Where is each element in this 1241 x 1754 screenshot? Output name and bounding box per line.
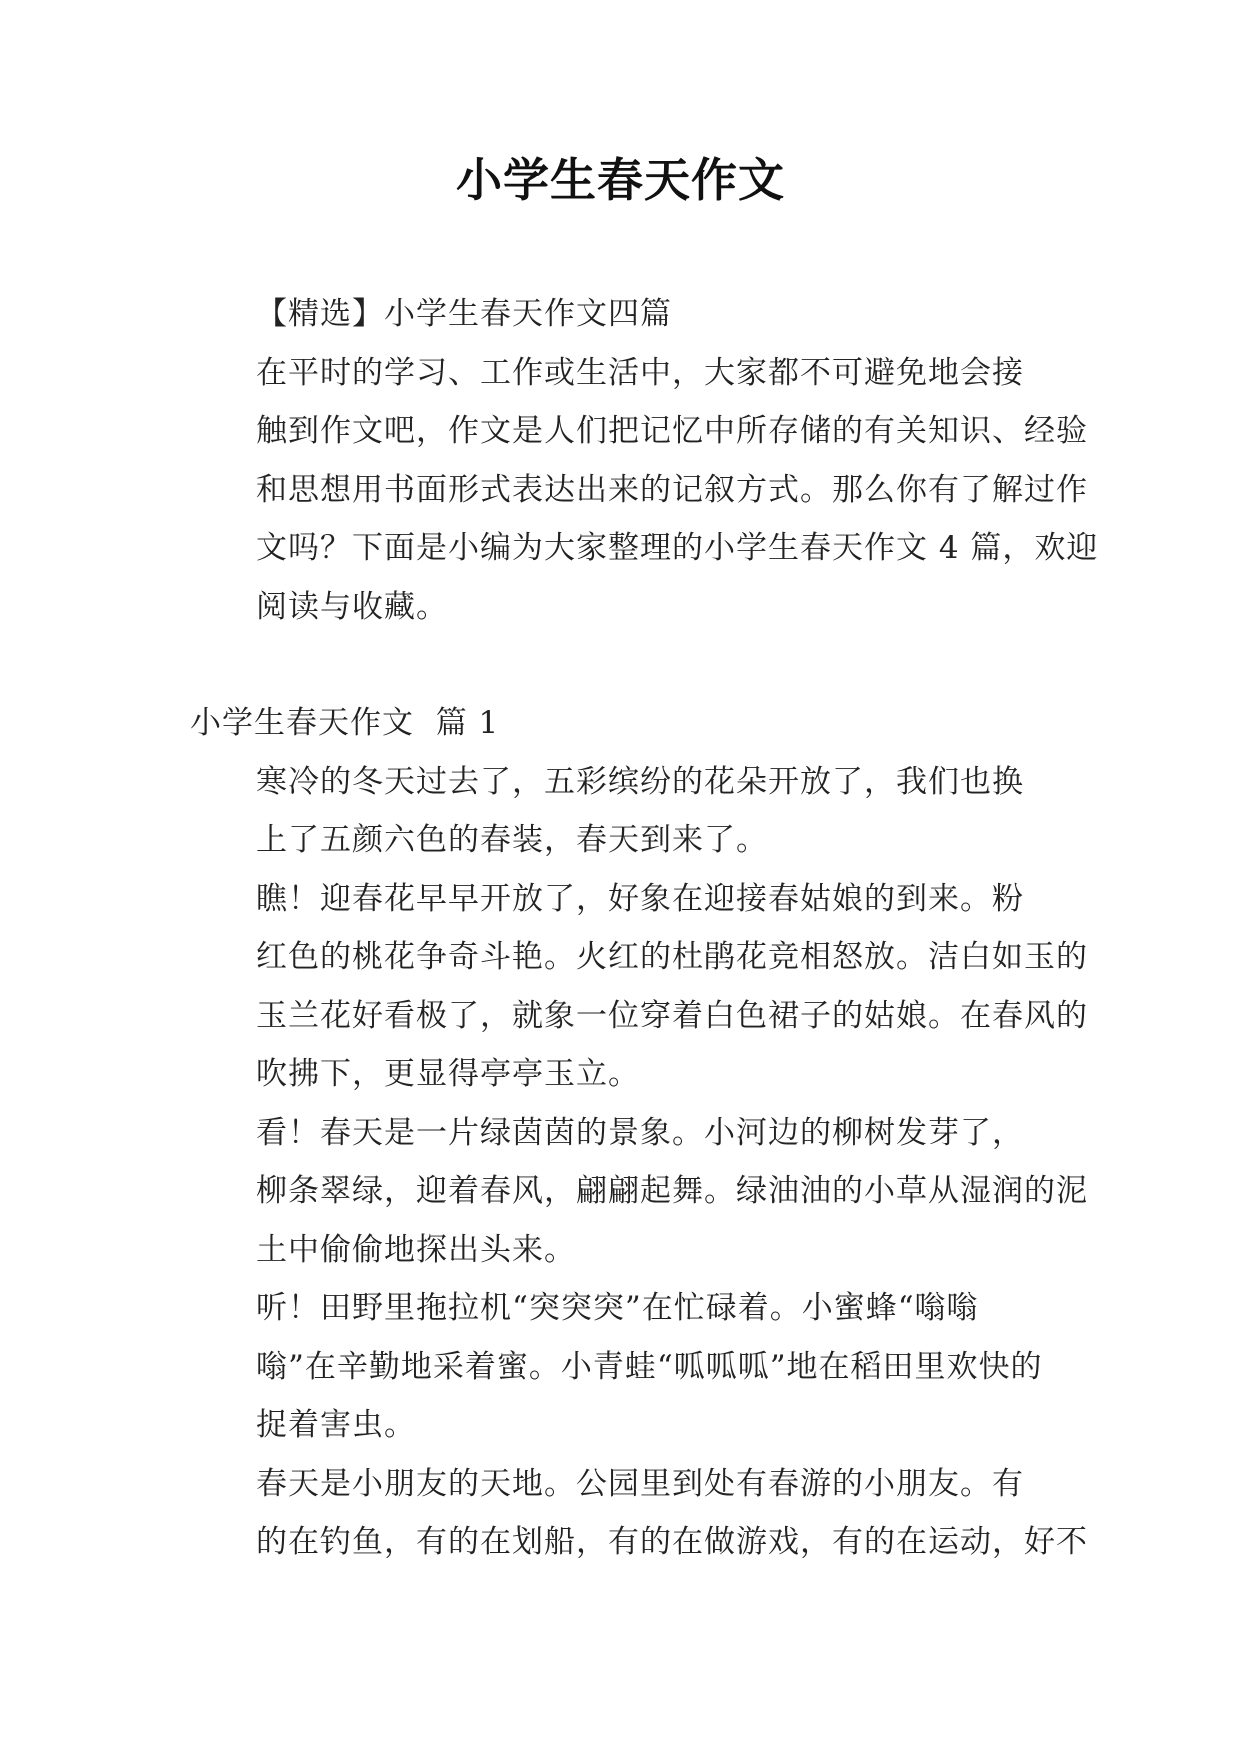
intro-line: 在平时的学习、工作或生活中，大家都不可避免地会接 bbox=[256, 354, 1024, 391]
essay-line: 看！春天是一片绿茵茵的景象。小河边的柳树发芽了， bbox=[256, 1114, 1024, 1151]
essay-line: 红色的桃花争奇斗艳。火红的杜鹃花竞相怒放。洁白如玉的 bbox=[256, 939, 1088, 975]
intro-line: 和思想用书面形式表达出来的记叙方式。那么你有了解过作 bbox=[256, 471, 1088, 508]
document-body bbox=[190, 285, 1099, 1572]
intro-line: 触到作文吧，作文是人们把记忆中所存储的有关知识、经验 bbox=[256, 413, 1088, 449]
essay-line: 听！田野里拖拉机“突突突”在忙碌着。小蜜蜂“嗡嗡 bbox=[256, 1290, 979, 1326]
essay-paragraph bbox=[190, 1455, 1088, 1572]
essay-line: 春天是小朋友的天地。公园里到处有春游的小朋友。有 bbox=[256, 1465, 1024, 1502]
essay-paragraph bbox=[190, 1279, 1056, 1455]
subtitle-paragraph bbox=[190, 285, 1056, 344]
essay-line: 吹拂下，更显得亭亭玉立。 bbox=[256, 1056, 640, 1092]
essay-paragraph bbox=[190, 1104, 1088, 1280]
essay-paragraph bbox=[190, 870, 1088, 1104]
intro-paragraph bbox=[190, 344, 1099, 637]
essay-line: 土中偷偷地探出头来。 bbox=[256, 1231, 576, 1268]
essay-line: 寒冷的冬天过去了，五彩缤纷的花朵开放了，我们也换 bbox=[256, 763, 1024, 800]
essay-paragraph bbox=[190, 753, 1056, 870]
subtitle-line: 【精选】小学生春天作文四篇 bbox=[256, 296, 672, 332]
essay-line: 的在钓鱼，有的在划船，有的在做游戏，有的在运动，好不 bbox=[256, 1524, 1088, 1560]
intro-line: 文吗？下面是小编为大家整理的小学生春天作文 4 篇，欢迎 bbox=[256, 530, 1099, 566]
essay-line: 捉着害虫。 bbox=[256, 1407, 416, 1443]
section-heading-text: 小学生春天作文 篇 1 bbox=[190, 705, 500, 741]
essay-line: 嗡”在辛勤地采着蜜。小青蛙“呱呱呱”地在稻田里欢快的 bbox=[256, 1348, 1043, 1385]
essay-line: 玉兰花好看极了，就象一位穿着白色裙子的姑娘。在春风的 bbox=[256, 997, 1088, 1034]
essay-line: 柳条翠绿，迎着春风，翩翩起舞。绿油油的小草从湿润的泥 bbox=[256, 1173, 1088, 1209]
essay-line: 上了五颜六色的春装，春天到来了。 bbox=[256, 822, 768, 858]
essay-line: 瞧！迎春花早早开放了，好象在迎接春姑娘的到来。粉 bbox=[256, 880, 1024, 917]
document-title: 小学生春天作文 bbox=[456, 153, 785, 207]
intro-line: 阅读与收藏。 bbox=[256, 588, 448, 625]
paragraph-gap bbox=[190, 636, 1056, 694]
section-heading bbox=[190, 694, 1056, 753]
